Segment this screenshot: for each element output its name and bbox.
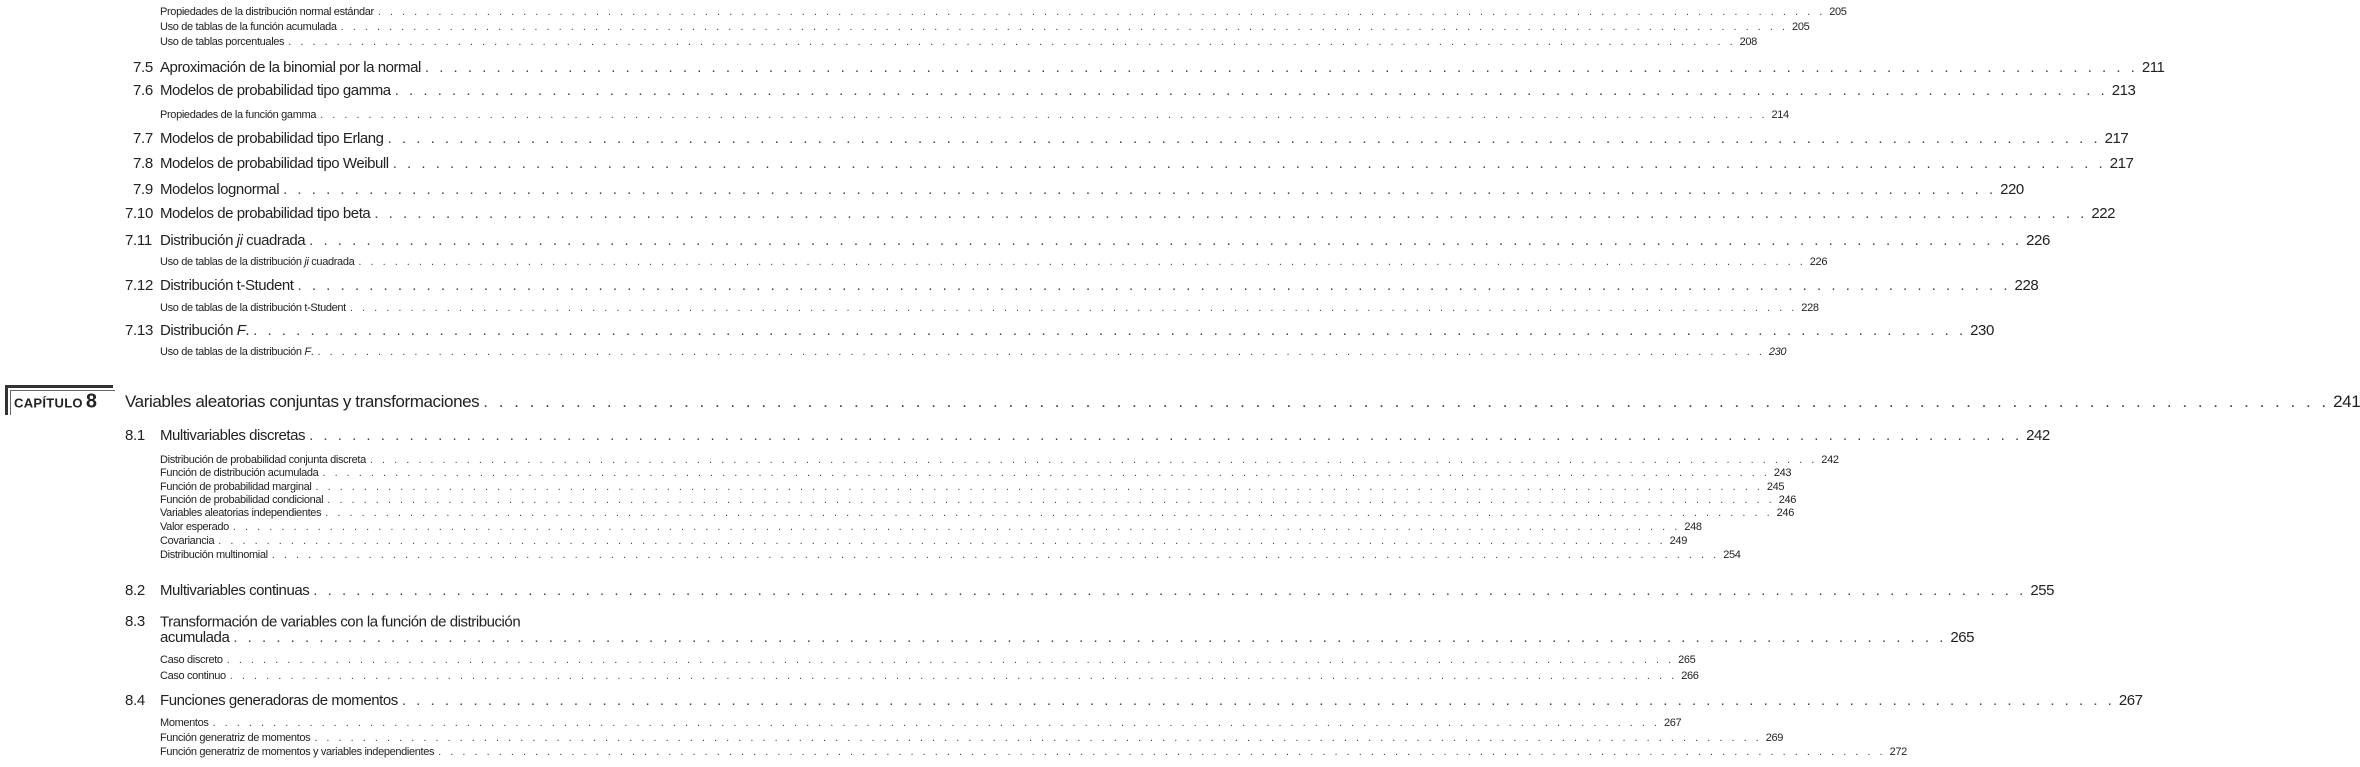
page-number: 222	[2091, 204, 2116, 222]
section-number: 8.2	[125, 581, 145, 599]
toc-subentry	[0, 546, 1741, 564]
page-number: 246	[1778, 494, 1796, 506]
section-number: 8.1	[125, 426, 145, 444]
toc-subentry	[0, 33, 1757, 51]
page-number: 255	[2030, 581, 2054, 599]
dot-leader: . . . . . . . . . . . . . . . . . . . . . . . . . . . . . . . . . . . . . . . . . . . . . . . . . . . . . . . . . . . . . . . . . . . . . . . . . . . . . . . . . . . . . . . . . . . . . . . . . . . . . . . . . . . . . . . . . . . . . . . .	[369, 454, 1818, 466]
dot-leader: . . . . . . . . . . . . . . . . . . . . . . . . . . . . . . . . . . . . . . . . . . . . . . . . . . . . . . . . . . . . . . . . . . . . . . . . . . . . . . . . . . . . . . . . . . . . . . . . . . . . . . . . . . . . . . . . . . . . . . . .	[313, 581, 2027, 599]
dot-leader: . . . . . . . . . . . . . . . . . . . . . . . . . . . . . . . . . . . . . . . . . . . . . . . . . . . . . . . . . . . . . . . . . . . . . . . . . . . . . . . . . . . . . . . . . . . . . . . . . . . . . . . . . . . . . . . . . . . . . . . .	[283, 180, 1997, 198]
dot-leader: . . . . . . . . . . . . . . . . . . . . . . . . . . . . . . . . . . . . . . . . . . . . . . . . . . . . . . . . . . . . . . . . . . . . . . . . . . . . . . . . . . . . . . . . . . . . . . . . . . . . . . . . . . . . . . . . . . . . . . . .	[394, 81, 2108, 99]
page-number: 220	[2000, 180, 2024, 198]
toc-section-entry	[0, 204, 2116, 222]
page-number: 267	[1663, 717, 1682, 729]
toc-section-entry	[0, 58, 2165, 76]
entry-title: F	[236, 321, 246, 339]
entry-title: Función de probabilidad marginal	[160, 481, 312, 493]
page-number: 269	[1765, 732, 1784, 744]
toc-section-entry	[0, 691, 2143, 709]
entry-title: Caso discreto	[160, 654, 223, 666]
chapter-label-text: CAPÍTULO	[14, 395, 83, 411]
entry-title: Funciones generadoras de momentos	[160, 691, 398, 709]
dot-leader: . . . . . . . . . . . . . . . . . . . . . . . . . . . . . . . . . . . . . . . . . . . . . . . . . . . . . . . . . . . . . . . . . . . . . . . . . . . . . . . . . . . . . . . . . . . . . . . . . . . . . . . . . . . . . . . . . . . . . . . .	[297, 276, 2011, 294]
toc-subentry	[0, 253, 1828, 271]
dot-leader: . . . . . . . . . . . . . . . . . . . . . . . . . . . . . . . . . . . . . . . . . . . . . . . . . . . . . . . . . . . . . . . . . . . . . . . . . . . . . . . . . . . . . . . . . . . . . . . . . . . . . . . . . . . . . . . . . . . . . . . .	[218, 535, 1666, 547]
entry-title: Distribución	[160, 321, 237, 339]
page-number: 246	[1776, 507, 1794, 519]
entry-title: Modelos de probabilidad tipo gamma	[160, 81, 391, 99]
dot-leader: . . . . . . . . . . . . . . . . . . . . . . . . . . . . . . . . . . . . . . . . . . . . . . . . . . . . . . . . . . . . . . . . . . . . . . . . . . . . . . . . . . . . . . . . . . . . . . . . . . . . . . . . . . . . . . . . . . . . . . . .	[320, 109, 1768, 121]
toc-section-entry	[0, 180, 2024, 198]
entry-title: Multivariables continuas	[160, 581, 310, 599]
page-number: 208	[1739, 36, 1757, 48]
entry-title: Valor esperado	[160, 521, 229, 533]
page-number: 245	[1766, 481, 1785, 493]
page-number: 228	[1801, 302, 1819, 314]
dot-leader: . . . . . . . . . . . . . . . . . . . . . . . . . . . . . . . . . . . . . . . . . . . . . . . . . . . . . . . . . . . . . . . . . . . . . . . . . . . . . . . . . . . . . . . . . . . . . . . . . . . . . . . . . . . . . . . . . . . . . . . .	[424, 58, 2138, 76]
toc-section-entry	[0, 276, 2039, 294]
dot-leader: . . . . . . . . . . . . . . . . . . . . . . . . . . . . . . . . . . . . . . . . . . . . . . . . . . . . . . . . . . . . . . . . . . . . . . . . . . . . . . . . . . . . . . . . . . . . . . . . . . . . . . . . . . . . . . . . . . . . . . . .	[349, 302, 1798, 314]
page-number: 265	[1950, 628, 1975, 646]
toc-subentry	[0, 667, 1699, 685]
toc-subentry	[0, 743, 1907, 761]
toc-section-entry	[0, 321, 1994, 339]
toc-section-entry	[0, 426, 2050, 444]
page-number: 248	[1684, 521, 1702, 533]
entry-title: F	[304, 346, 311, 358]
entry-title: Modelos de probabilidad tipo Weibull	[160, 154, 389, 172]
dot-leader: . . . . . . . . . . . . . . . . . . . . . . . . . . . . . . . . . . . . . . . . . . . . . . . . . . . . . . . . . . . . . . . . . . . . . . . . . . . . . . . . . . . . . . . . . . . . . . . . . . . . . . . . . . . . . . . . . . . . . . . .	[392, 154, 2106, 172]
dot-leader: . . . . . . . . . . . . . . . . . . . . . . . . . . . . . . . . . . . . . . . . . . . . . . . . . . . . . . . . . . . . . . . . . . . . . . . . . . . . . . . . . . . . . . . . . . . . . . . . . . . . . . . . . . . . . . . . . . . . . . . .	[374, 204, 2088, 222]
entry-title: Uso de tablas porcentuales	[160, 36, 285, 48]
page-number: 213	[2111, 81, 2136, 99]
chapter-number: 8	[85, 390, 98, 413]
section-number: 7.7	[133, 129, 153, 147]
entry-title: .	[310, 346, 314, 358]
entry-title: Propiedades de la distribución normal estándar	[160, 6, 374, 18]
dot-leader: . . . . . . . . . . . . . . . . . . . . . . . . . . . . . . . . . . . . . . . . . . . . . . . . . . . . . . . . . . . . . . . . . . . . . . . . . . . . . . . . . . . . . . . . . . . . . . . . . . . . . . . . . . . . . . . . . . . . . . . .	[401, 691, 2115, 709]
dot-leader: . . . . . . . . . . . . . . . . . . . . . . . . . . . . . . . . . . . . . . . . . . . . . . . . . . . . . . . . . . . . . . . . . . . . . . . . . . . . . . . . . . . . . . . . . . . . . . . . . . . . . . . . . . . . . . . . . . . . . . . .	[226, 654, 1675, 666]
dot-leader: . . . . . . . . . . . . . . . . . . . . . . . . . . . . . . . . . . . . . . . . . . . . . . . . . . . . . . . . . . . . . . . . . . . . . . . . . . . . . . . . . . . . . . . . . . . . . . . . . . . . . . . . . . . . . . . . . . . . . . . .	[327, 494, 1775, 506]
toc-chapter-entry	[0, 390, 2360, 413]
dot-leader: . . . . . . . . . . . . . . . . . . . . . . . . . . . . . . . . . . . . . . . . . . . . . . . . . . . . . . . . . . . . . . . . . . . . . . . . . . . . . . . . . . . . . . . . . . . . . . . . . . . . . . . . . . . . . . . . . . . . . . . .	[317, 346, 1765, 358]
section-number: 8.4	[125, 691, 145, 709]
page-number: 242	[1821, 454, 1839, 466]
dot-leader: . . . . . . . . . . . . . . . . . . . . . . . . . . . . . . . . . . . . . . . . . . . . . . . . . . . . . . . . . . . . . . . . . . . . . . . . . . . . . . . . . . . . . . . . . . . . . . . . . . . . . . . . . . . . . . . . . . . . . . . .	[232, 521, 1681, 533]
page-number: 266	[1681, 670, 1699, 682]
entry-title: ji	[304, 256, 309, 268]
entry-title: Distribución	[160, 231, 237, 249]
entry-title: Uso de tablas de la función acumulada	[160, 21, 337, 33]
section-title-line1: Transformación de variables con la función de distribución	[160, 613, 521, 631]
entry-title: Distribución t-Student	[160, 276, 294, 294]
dot-leader: . . . . . . . . . . . . . . . . . . . . . . . . . . . . . . . . . . . . . . . . . . . . . . . . . . . . . . . . . . . . . . . . . . . . . . . . . . . . . . . . . . . . . . . . . . . . . . . . . . . . . . . . . . . . . . . . . . . . . . . .	[315, 481, 1763, 493]
page-number: 228	[2014, 276, 2039, 294]
section-number: 7.11	[125, 231, 152, 249]
section-number: 8.3	[125, 613, 145, 630]
page-number: 217	[2109, 154, 2134, 172]
entry-title: Propiedades de la función gamma	[160, 109, 317, 121]
page-number: 226	[1809, 256, 1828, 268]
dot-leader: . . . . . . . . . . . . . . . . . . . . . . . . . . . . . . . . . . . . . . . . . . . . . . . . . . . . . . . . . . . . . . . . . . . . . . . . . . . . . . . . . . . . . . . . . . . . . . . . . . . . . . . . . . . . . . . . . . . . . . . .	[253, 321, 1967, 339]
dot-leader: . . . . . . . . . . . . . . . . . . . . . . . . . . . . . . . . . . . . . . . . . . . . . . . . . . . . . . . . . . . . . . . . . . . . . . . . . . . . . . . . . . . . . . . . . . . . . . . . . . . . . . . . . . . . . . . . . . . . . . . .	[340, 21, 1789, 33]
entry-title: acumulada	[160, 628, 230, 646]
entry-title: cuadrada	[242, 231, 306, 249]
entry-title: Uso de tablas de la distribución t-Student	[160, 302, 346, 314]
entry-title: Distribución multinomial	[160, 549, 268, 561]
toc-subentry	[0, 106, 1789, 124]
page-number: 254	[1723, 549, 1741, 561]
dot-leader: . . . . . . . . . . . . . . . . . . . . . . . . . . . . . . . . . . . . . . . . . . . . . . . . . . . . . . . . . . . . . . . . . . . . . . . . . . . . . . . . . . . . . . . . . . . . . . . . . . . . . . . . . . . . . . . . . . . . . . . .	[314, 732, 1762, 744]
entry-title: Covariancia	[160, 535, 215, 547]
dot-leader: . . . . . . . . . . . . . . . . . . . . . . . . . . . . . . . . . . . . . . . . . . . . . . . . . . . . . . . . . . . . . . . . . . . . . . . . . . . . . . . . . . . . . . . . . . . . . . . . . . . . . . . . . . . . . . . . . . . . . . . .	[377, 6, 1826, 18]
toc-section-entry	[0, 581, 2054, 599]
entry-title: Momentos	[160, 717, 209, 729]
page-number: 242	[2026, 426, 2050, 444]
section-number: 7.6	[133, 81, 153, 99]
entry-title: Función de distribución acumulada	[160, 467, 319, 479]
entry-title: ji	[236, 231, 243, 249]
toc-section-entry	[0, 129, 2129, 147]
dot-leader: . . . . . . . . . . . . . . . . . . . . . . . . . . . . . . . . . . . . . . . . . . . . . . . . . . . . . . . . . . . . . . . . . . . . . . . . . . . . . . . . . . . . . . . . . . . . . . . . . . . . . . . . . . . . . . . . . . . . . . . .	[438, 746, 1886, 758]
entry-title: Aproximación de la binomial por la normal	[160, 58, 421, 76]
section-number: 7.5	[133, 58, 153, 76]
entry-title: Uso de tablas de la distribución	[160, 256, 305, 268]
toc-section-entry	[0, 81, 2136, 99]
dot-leader: . . . . . . . . . . . . . . . . . . . . . . . . . . . . . . . . . . . . . . . . . . . . . . . . . . . . . . . . . . . . . . . . . . . . . . . . . . . . . . . . . . . . . . . . . . . . . . . . . . . . . . . . . . . . . . . . . . . . . . . .	[309, 231, 2023, 249]
page-number: 265	[1678, 654, 1696, 666]
entry-title: cuadrada	[308, 256, 355, 268]
entry-title: Modelos lognormal	[160, 180, 280, 198]
dot-leader: . . . . . . . . . . . . . . . . . . . . . . . . . . . . . . . . . . . . . . . . . . . . . . . . . . . . . . . . . . . . . . . . . . . . . . . . . . . . . . . . . . . . . . . . . . . . . . . . . . . . . . . . . . . . . . . . . . . . . . . .	[271, 549, 1720, 561]
entry-title: Caso continuo	[160, 670, 226, 682]
page-number: 205	[1792, 21, 1810, 33]
page-number: 214	[1771, 109, 1789, 121]
page-number: 230	[1970, 321, 1994, 339]
entry-title: Modelos de probabilidad tipo Erlang	[160, 129, 384, 147]
page-number: 211	[2141, 58, 2165, 76]
page-number: 272	[1889, 746, 1907, 758]
section-number: 7.9	[133, 180, 153, 198]
page-number: 217	[2104, 129, 2129, 147]
page-number: 226	[2026, 231, 2050, 249]
dot-leader: . . . . . . . . . . . . . . . . . . . . . . . . . . . . . . . . . . . . . . . . . . . . . . . . . . . . . . . . . . . . . . . . . . . . . . . . . . . . . . . . . . . . . . . . . . . . . . . . . . . . . . . . . . . . . . . . . . . . . . . .	[288, 36, 1736, 48]
entry-title: Función generatriz de momentos y variables independientes	[160, 746, 435, 758]
section-number: 7.12	[125, 276, 153, 294]
entry-title: Distribución de probabilidad conjunta discreta	[160, 454, 366, 466]
dot-leader: . . . . . . . . . . . . . . . . . . . . . . . . . . . . . . . . . . . . . . . . . . . . . . . . . . . . . . . . . . . . . . . . . . . . . . . . . . . . . . . . . . . . . . . . . . . . . . . . . . . . . . . . . . . . . . . . . . . . . . . .	[483, 392, 2330, 411]
page-number: 267	[2118, 691, 2143, 709]
page-number: 241	[2333, 392, 2360, 411]
entry-title: Multivariables discretas	[160, 426, 306, 444]
page-number: 230	[1768, 346, 1787, 358]
entry-title: .	[245, 321, 250, 339]
dot-leader: . . . . . . . . . . . . . . . . . . . . . . . . . . . . . . . . . . . . . . . . . . . . . . . . . . . . . . . . . . . . . . . . . . . . . . . . . . . . . . . . . . . . . . . . . . . . . . . . . . . . . . . . . . . . . . . . . . . . . . . .	[358, 256, 1806, 268]
page-number: 249	[1669, 535, 1687, 547]
dot-leader: . . . . . . . . . . . . . . . . . . . . . . . . . . . . . . . . . . . . . . . . . . . . . . . . . . . . . . . . . . . . . . . . . . . . . . . . . . . . . . . . . . . . . . . . . . . . . . . . . . . . . . . . . . . . . . . . . . . . . . . .	[322, 467, 1770, 479]
section-number: 7.8	[133, 154, 153, 172]
section-number: 7.13	[125, 321, 153, 339]
entry-title: Función generatriz de momentos	[160, 732, 311, 744]
entry-title: Variables aleatorias conjuntas y transformaciones	[125, 392, 480, 411]
toc-section-entry	[0, 154, 2134, 172]
entry-title: Modelos de probabilidad tipo beta	[160, 204, 371, 222]
dot-leader: . . . . . . . . . . . . . . . . . . . . . . . . . . . . . . . . . . . . . . . . . . . . . . . . . . . . . . . . . . . . . . . . . . . . . . . . . . . . . . . . . . . . . . . . . . . . . . . . . . . . . . . . . . . . . . . . . . . . . . . .	[387, 129, 2101, 147]
toc-subentry	[0, 299, 1819, 317]
section-number: 7.10	[125, 204, 153, 222]
page-number: 205	[1829, 6, 1847, 18]
entry-title: Variables aleatorias independientes	[160, 507, 322, 519]
toc-subentry	[0, 343, 1787, 361]
dot-leader: . . . . . . . . . . . . . . . . . . . . . . . . . . . . . . . . . . . . . . . . . . . . . . . . . . . . . . . . . . . . . . . . . . . . . . . . . . . . . . . . . . . . . . . . . . . . . . . . . . . . . . . . . . . . . . . . . . . . . . . .	[309, 426, 2023, 444]
page-number: 243	[1773, 467, 1792, 479]
entry-title: Uso de tablas de la distribución	[160, 346, 305, 358]
dot-leader: . . . . . . . . . . . . . . . . . . . . . . . . . . . . . . . . . . . . . . . . . . . . . . . . . . . . . . . . . . . . . . . . . . . . . . . . . . . . . . . . . . . . . . . . . . . . . . . . . . . . . . . . . . . . . . . . . . . . . . . .	[325, 507, 1773, 519]
dot-leader: . . . . . . . . . . . . . . . . . . . . . . . . . . . . . . . . . . . . . . . . . . . . . . . . . . . . . . . . . . . . . . . . . . . . . . . . . . . . . . . . . . . . . . . . . . . . . . . . . . . . . . . . . . . . . . . . . . . . . . . .	[229, 670, 1678, 682]
dot-leader: . . . . . . . . . . . . . . . . . . . . . . . . . . . . . . . . . . . . . . . . . . . . . . . . . . . . . . . . . . . . . . . . . . . . . . . . . . . . . . . . . . . . . . . . . . . . . . . . . . . . . . . . . . . . . . . . . . . . . . . .	[212, 717, 1660, 729]
entry-title: Función de probabilidad condicional	[160, 494, 324, 506]
dot-leader: . . . . . . . . . . . . . . . . . . . . . . . . . . . . . . . . . . . . . . . . . . . . . . . . . . . . . . . . . . . . . . . . . . . . . . . . . . . . . . . . . . . . . . . . . . . . . . . . . . . . . . . . . . . . . . . . . . . . . . . .	[233, 628, 1947, 646]
toc-section-entry	[0, 231, 2050, 249]
